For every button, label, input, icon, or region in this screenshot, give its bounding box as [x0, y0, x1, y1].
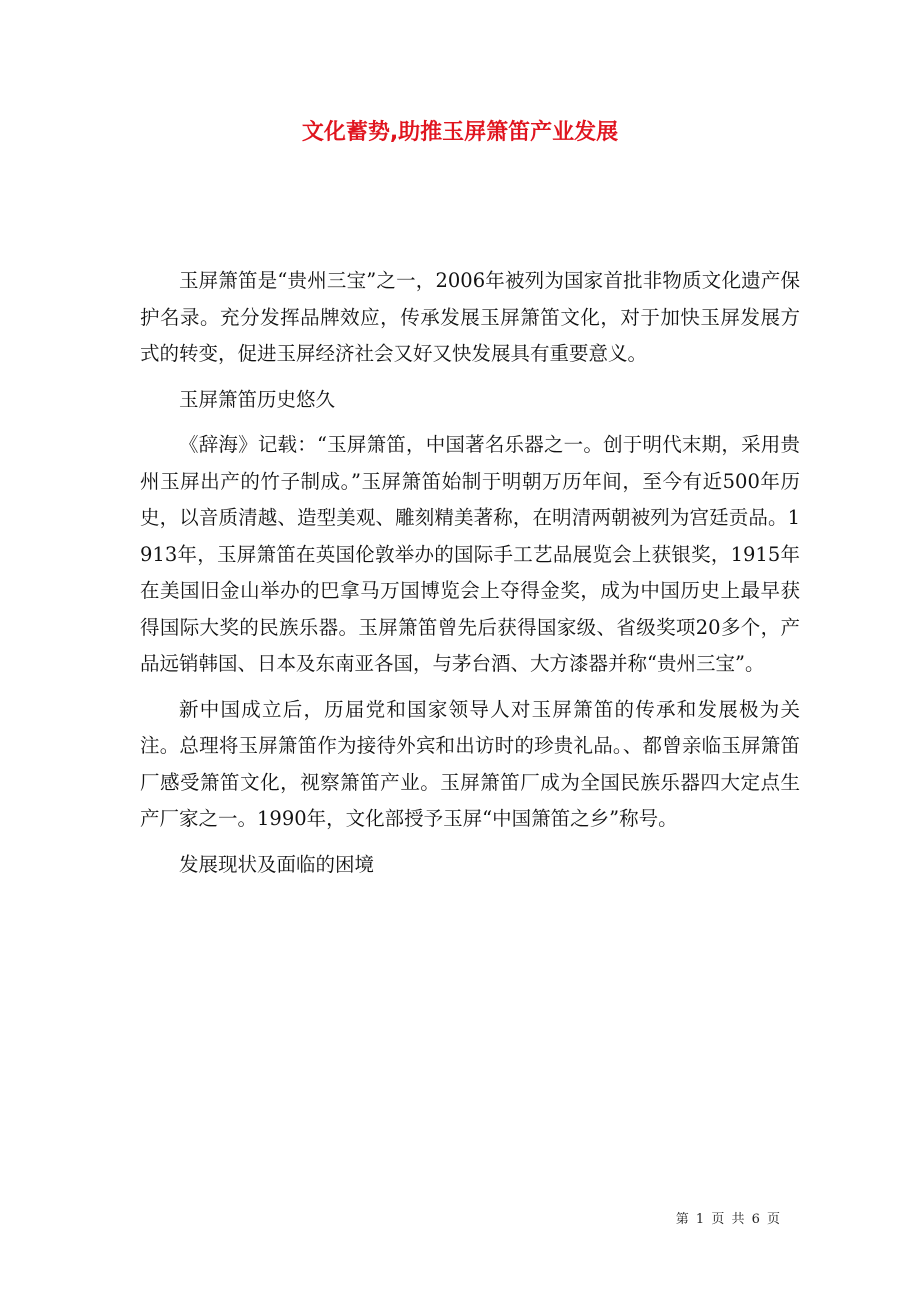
document-title: 文化蓄势,助推玉屏箫笛产业发展 [301, 120, 619, 145]
document-body [140, 263, 800, 883]
paragraph-intro: 玉屏箫笛是“贵州三宝”之一，2006年被列为国家首批非物质文化遗产保护名录。充分发挥品牌效应，传承发展玉屏箫笛文化，对于加快玉屏发展方式的转变，促进玉屏经济社会又好又快发展具有重要意义。 [140, 269, 800, 365]
paragraph-history: 《辞海》记载：“玉屏箫笛，中国著名乐器之一。创于明代末期，采用贵州玉屏出产的竹子制成。”玉屏箫笛始制于明朝万历年间，至今有近500年历史，以音质清越、造型美观、雕刻精美著称，在明清两朝被列为宫廷贡品。1913年，玉屏箫笛在英国伦敦举办的国际手工艺品展览会上获银奖，1915年在美国旧金山举办的巴拿马万国博览会上夺得金奖，成为中国历史上最早获得国际大奖的民族乐器。玉屏箫笛曾先后获得国家级、省级奖项20多个，产品远销韩国、日本及东南亚各国，与茅台酒、大方漆器并称“贵州三宝”。 [140, 433, 800, 675]
section-heading-status: 发展现状及面临的困境 [179, 852, 375, 876]
paragraph-new-china: 新中国成立后，历届党和国家领导人对玉屏箫笛的传承和发展极为关注。总理将玉屏箫笛作为接待外宾和出访时的珍贵礼品。、都曾亲临玉屏箫笛厂感受箫笛文化，视察箫笛产业。玉屏箫笛厂成为全国民族乐器四大定点生产厂家之一。1990年，文化部授予玉屏“中国箫笛之乡”称号。 [140, 697, 800, 830]
section-heading-history: 玉屏箫笛历史悠久 [179, 387, 336, 411]
page-number-footer: 第 1 页 共 6 页 [675, 1212, 780, 1227]
